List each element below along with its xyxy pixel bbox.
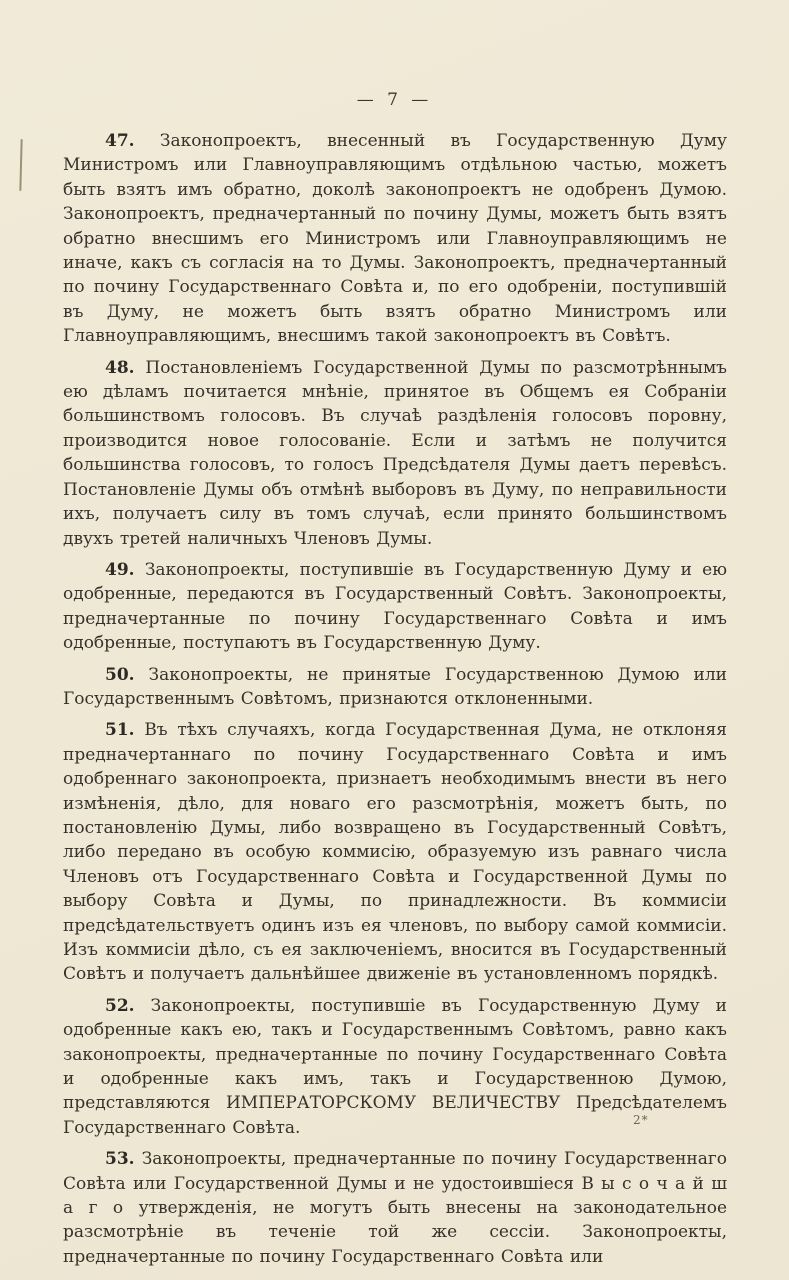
article-text: Законопроекты, поступившіе въ Государственную Думу и одобренные какъ ею, такъ и Государственнымъ Совѣтомъ, равно какъ законопроекты, предначертанные по почину Государственнаго Совѣта и одобренные какъ имъ, такъ и Государственною Думою, представляются ИМПЕРАТОРСКОМУ ВЕЛИЧЕСТВУ Предсѣдателемъ Государственнаго Совѣта.	[63, 995, 728, 1138]
article-text: Законопроекты, поступившіе въ Государственную Думу и ею одобренные, передаются въ Государственный Совѣтъ. Законопроекты, предначертанные по почину Государственнаго Совѣта и имъ одобренные, поступаютъ въ Государственную Думу.	[63, 559, 727, 654]
article-text: Въ тѣхъ случаяхъ, когда Государственная Дума, не отклоняя предначертаннаго по почину Государственнаго Совѣта и имъ одобреннаго законопроекта, признаетъ необходимымъ внести въ него измѣненія, дѣло, для новаго его разсмотрѣнія, можетъ быть, по постановленію Думы, либо возвращено въ Государственный Совѣтъ, либо передано въ особую коммисію, образуемую изъ равнаго числа Членовъ отъ Государственнаго Совѣта и Государственной Думы по выбору Совѣта и Думы, по принадлежности. Въ коммисіи предсѣдательствуетъ одинъ изъ ея членовъ, по выбору самой коммисіи. Изъ коммисіи дѣло, съ ея заключеніемъ, вносится въ Государственный Совѣтъ и получаетъ дальнѣйшее движеніе въ установленномъ порядкѣ.	[63, 720, 727, 985]
article-53	[63, 1147, 727, 1269]
article-51	[63, 718, 727, 986]
article-50	[63, 663, 727, 712]
printer-signature-mark: 2*	[633, 1113, 649, 1127]
article-number: 51.	[105, 720, 135, 741]
article-text: Законопроектъ, внесенный въ Государственную Думу Министромъ или Главноуправляющимъ отдѣльною частью, можетъ быть взятъ имъ обратно, доколѣ законопроектъ не одобренъ Думою. Законопроектъ, предначертанный по почину Думы, можетъ быть взятъ обратно внесшимъ его Министромъ или Главноуправляющимъ не иначе, какъ съ согласія на то Думы. Законопроектъ, предначертанный по почину Государственнаго Совѣта и, по его одобреніи, поступившій въ Думу, не можетъ быть взятъ обратно Министромъ или Главноуправляющимъ, внесшимъ такой законопроектъ въ Совѣтъ.	[63, 131, 728, 347]
article-number: 49.	[105, 559, 135, 580]
article-number: 48.	[105, 357, 135, 378]
margin-pencil-mark	[19, 139, 22, 191]
article-number: 47.	[105, 131, 135, 151]
article-52	[63, 994, 727, 1140]
document-content	[63, 129, 727, 1269]
article-text: Законопроекты, предначертанные по почину Государственнаго Совѣта или Государственной Думы и не удостоившіеся В ы с о ч а й ш а г о утвержденія, не могутъ быть внесены на законодательное разсмотрѣніе въ теченіе той же сессіи. Законопроекты, предначертанные по почину Государственнаго Совѣта или	[63, 1149, 728, 1267]
article-number: 53.	[105, 1149, 135, 1170]
article-47	[63, 129, 727, 349]
article-text: Законопроекты, не принятые Государственною Думою или Государственнымъ Совѣтомъ, признаются отклоненными.	[63, 664, 727, 709]
article-48	[63, 356, 727, 551]
article-text: Постановленіемъ Государственной Думы по разсмотрѣннымъ ею дѣламъ почитается мнѣніе, принятое въ Общемъ ея Собраніи большинствомъ голосовъ. Въ случаѣ раздѣленія голосовъ поровну, производится новое голосованіе. Если и затѣмъ не получится большинства голосовъ, то голосъ Предсѣдателя Думы даетъ перевѣсъ. Постановленіе Думы объ отмѣнѣ выборовъ въ Думу, по неправильности ихъ, получаетъ силу въ томъ случаѣ, если принято большинствомъ двухъ третей наличныхъ Членовъ Думы.	[63, 357, 727, 549]
article-number: 52.	[105, 995, 135, 1016]
article-number: 50.	[105, 664, 135, 685]
page-number: — 7 —	[356, 90, 433, 110]
article-49	[63, 558, 727, 656]
